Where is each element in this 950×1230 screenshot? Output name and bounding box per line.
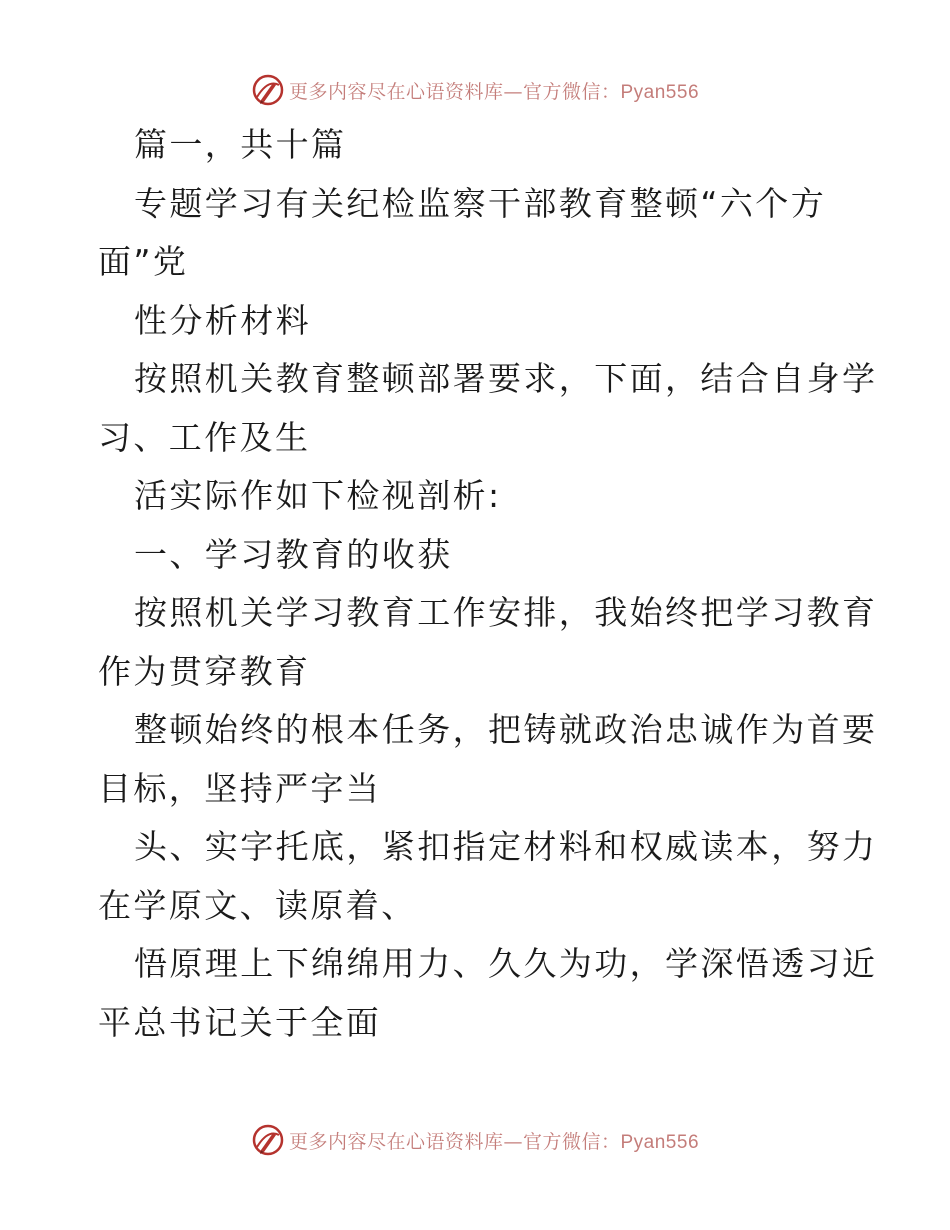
text-line: 专题学习有关纪检监察干部教育整顿“六个方	[134, 183, 827, 223]
text-line: 悟原理上下绵绵用力、久久为功，学深悟透习近	[134, 944, 878, 983]
header-banner	[0, 70, 950, 110]
text-line: 按照机关学习教育工作安排，我始终把学习教育	[134, 593, 878, 632]
text-line: 一、学习教育的收获	[134, 534, 453, 574]
footer-banner-text: 更多内容尽在心语资料库—官方微信：Pyan556	[288, 1130, 700, 1153]
text-line: 头、实字托底，紧扣指定材料和权威读本，努力	[134, 827, 878, 866]
footer-banner	[0, 1120, 950, 1160]
document-body	[98, 116, 878, 1052]
text-line: 在学原文、读原着、	[98, 885, 417, 925]
text-line: 活实际作如下检视剖析:	[134, 476, 502, 515]
text-line: 平总书记关于全面	[98, 1002, 382, 1042]
text-line: 目标，坚持严字当	[98, 768, 382, 808]
pen-logo-icon	[251, 73, 285, 107]
text-line: 面”党	[98, 242, 189, 281]
text-line: 习、工作及生	[98, 417, 311, 457]
header-banner-text: 更多内容尽在心语资料库—官方微信：Pyan556	[288, 80, 700, 103]
text-line: 作为贯穿教育	[98, 651, 311, 691]
text-line: 按照机关教育整顿部署要求，下面，结合自身学	[134, 359, 878, 398]
text-line: 整顿始终的根本任务，把铸就政治忠诚作为首要	[134, 710, 878, 749]
text-line: 篇一，共十篇	[134, 125, 347, 164]
pen-logo-icon	[251, 1123, 285, 1157]
text-line: 性分析材料	[134, 300, 311, 340]
